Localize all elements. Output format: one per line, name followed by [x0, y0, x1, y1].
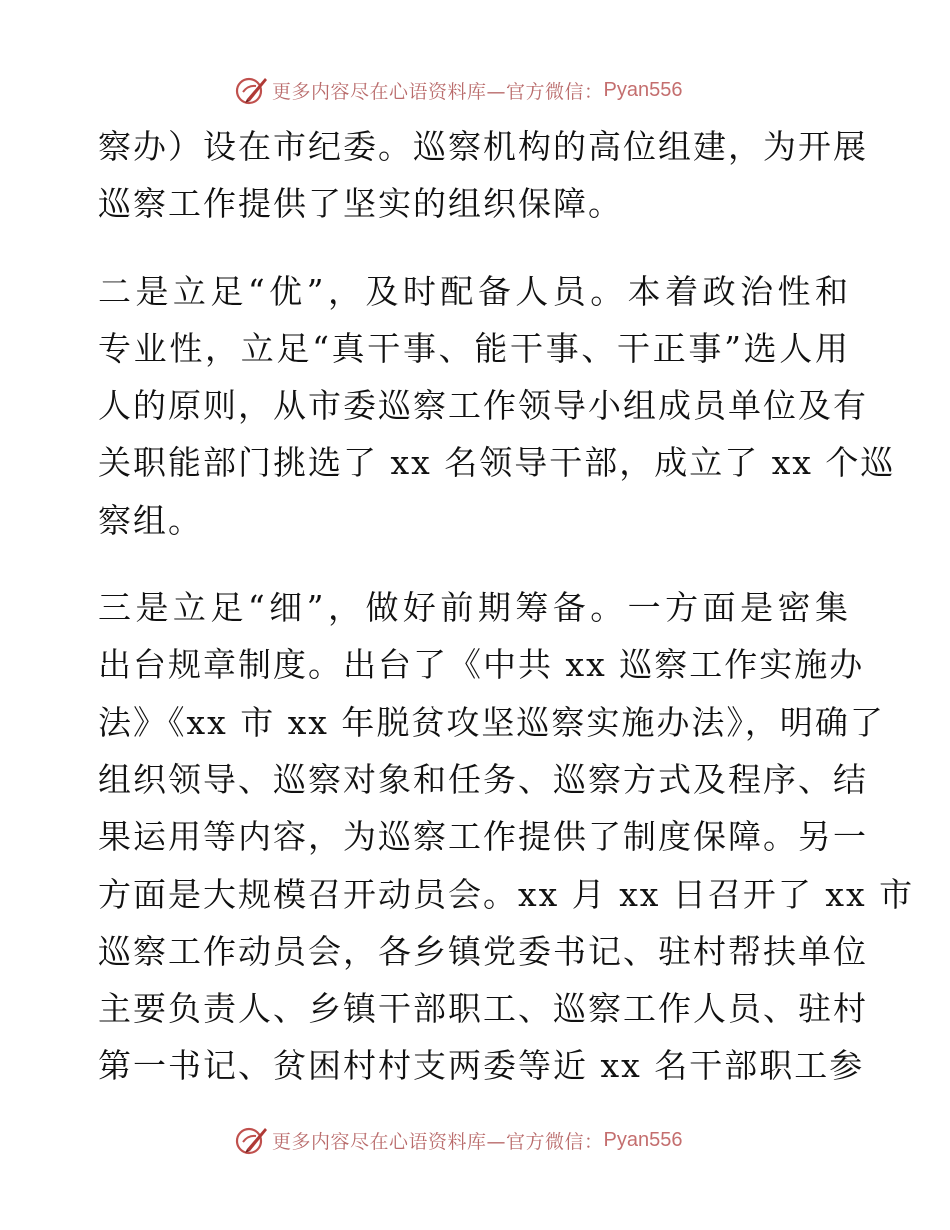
watermark-wechat-id: Pyan556	[603, 78, 683, 101]
paragraph	[98, 118, 868, 233]
watermark-text: 更多内容尽在心语资料库—官方微信：	[272, 1130, 604, 1153]
document-body	[98, 118, 915, 1095]
text-line: 察办）设在市纪委。巡察机构的高位组建，为开展	[98, 127, 868, 166]
watermark-text: 更多内容尽在心语资料库—官方微信：	[272, 80, 604, 103]
text-line: 出台规章制度。出台了《中共 xx 巡察工作实施办	[98, 645, 865, 685]
text-line: 人的原则，从市委巡察工作领导小组成员单位及有	[98, 386, 868, 426]
text-line: 法》《xx 市 xx 年脱贫攻坚巡察实施办法》，明确了	[98, 702, 885, 742]
text-line: 巡察工作动员会，各乡镇党委书记、驻村帮扶单位	[98, 931, 868, 971]
text-line: 关职能部门挑选了 xx 名领导干部，成立了 xx 个巡	[98, 443, 896, 483]
text-line: 二是立足“优”，及时配备人员。本着政治性和	[98, 271, 850, 311]
text-line: 第一书记、贫困村村支两委等近 xx 名干部职工参	[98, 1046, 865, 1086]
text-line: 三是立足“细”，做好前期筹备。一方面是密集	[98, 588, 850, 628]
pen-logo-icon	[234, 1123, 268, 1157]
text-line: 巡察工作提供了坚实的组织保障。	[98, 184, 623, 224]
pen-logo-icon	[234, 73, 268, 107]
paragraph	[98, 579, 915, 1095]
paragraph	[98, 263, 896, 549]
text-line: 组织领导、巡察对象和任务、巡察方式及程序、结	[98, 759, 868, 799]
text-line: 专业性，立足“真干事、能干事、干正事”选人用	[98, 328, 850, 368]
text-line: 方面是大规模召开动员会。xx 月 xx 日召开了 xx 市	[98, 874, 915, 914]
text-line: 察组。	[98, 500, 203, 540]
text-line: 主要负责人、乡镇干部职工、巡察工作人员、驻村	[98, 989, 868, 1029]
footer-watermark	[234, 1120, 682, 1160]
watermark-wechat-id: Pyan556	[603, 1128, 683, 1151]
header-watermark	[234, 70, 682, 110]
text-line: 果运用等内容，为巡察工作提供了制度保障。另一	[98, 817, 868, 857]
